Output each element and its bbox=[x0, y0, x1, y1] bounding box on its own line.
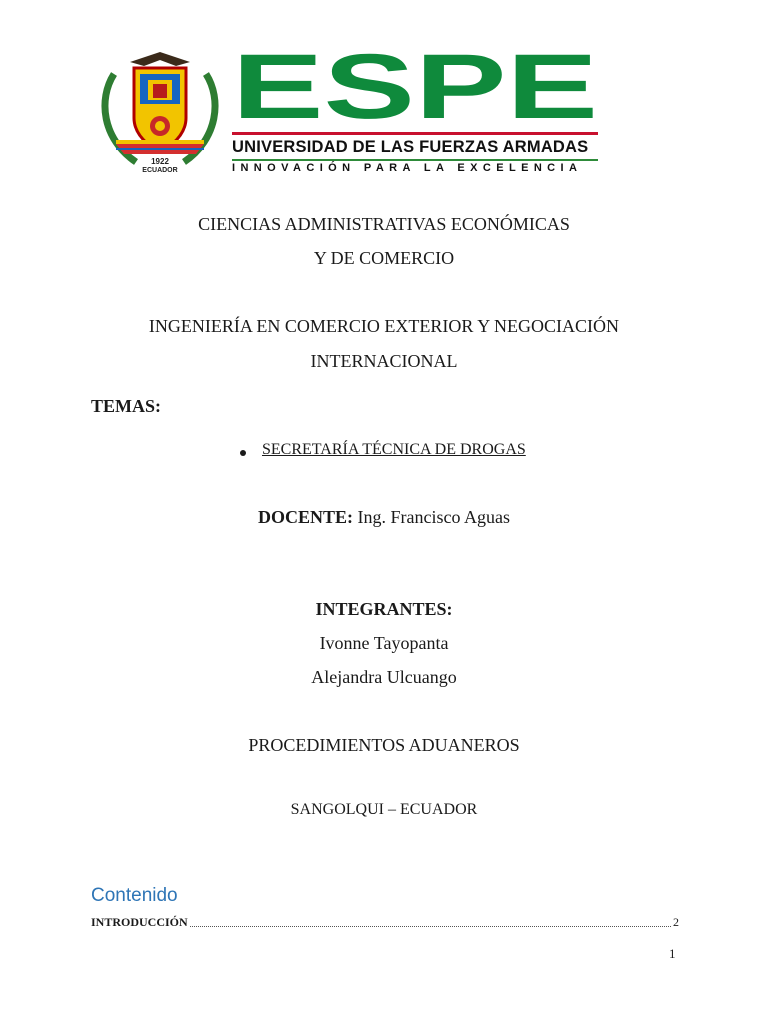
subject-title: PROCEDIMIENTOS ADUANEROS bbox=[248, 735, 520, 755]
toc-entry[interactable] bbox=[91, 912, 679, 930]
tema-text: SECRETARÍA TÉCNICA DE DROGAS bbox=[262, 441, 526, 458]
bullet-icon bbox=[240, 450, 246, 456]
svg-text:1922: 1922 bbox=[151, 157, 169, 166]
svg-text:ESPE: ESPE bbox=[232, 48, 598, 122]
toc-entry-label: INTRODUCCIÓN bbox=[91, 915, 188, 929]
university-motto: INNOVACIÓN PARA LA EXCELENCIA bbox=[232, 162, 583, 174]
career-line-2: INTERNACIONAL bbox=[310, 351, 458, 371]
docente-line bbox=[0, 506, 768, 528]
docente-name: Ing. Francisco Aguas bbox=[353, 507, 510, 527]
svg-text:ECUADOR: ECUADOR bbox=[142, 167, 178, 172]
temas-label: TEMAS: bbox=[91, 396, 162, 416]
red-divider bbox=[232, 132, 598, 135]
integrantes-label: INTEGRANTES: bbox=[315, 599, 453, 619]
espe-wordmark bbox=[232, 48, 598, 122]
integrante-2: Alejandra Ulcuango bbox=[311, 667, 457, 687]
university-name: UNIVERSIDAD DE LAS FUERZAS ARMADAS bbox=[232, 138, 589, 156]
page-number: 1 bbox=[669, 946, 676, 961]
toc-dot-leader bbox=[190, 926, 671, 927]
green-divider bbox=[232, 159, 598, 161]
career-line-1: INGENIERÍA EN COMERCIO EXTERIOR Y NEGOCIACIÓN bbox=[148, 316, 620, 336]
integrante-1: Ivonne Tayopanta bbox=[319, 633, 449, 653]
faculty-line-1: CIENCIAS ADMINISTRATIVAS ECONÓMICAS bbox=[198, 214, 570, 234]
toc-entry-page: 2 bbox=[673, 915, 679, 929]
location-line: SANGOLQUI – ECUADOR bbox=[290, 801, 478, 818]
toc-title: Contenido bbox=[91, 885, 178, 906]
docente-label: DOCENTE: bbox=[258, 507, 354, 527]
university-logo bbox=[96, 44, 606, 176]
wordmark bbox=[232, 48, 598, 172]
university-seal-icon bbox=[96, 44, 224, 172]
faculty-line-2: Y DE COMERCIO bbox=[313, 248, 455, 268]
